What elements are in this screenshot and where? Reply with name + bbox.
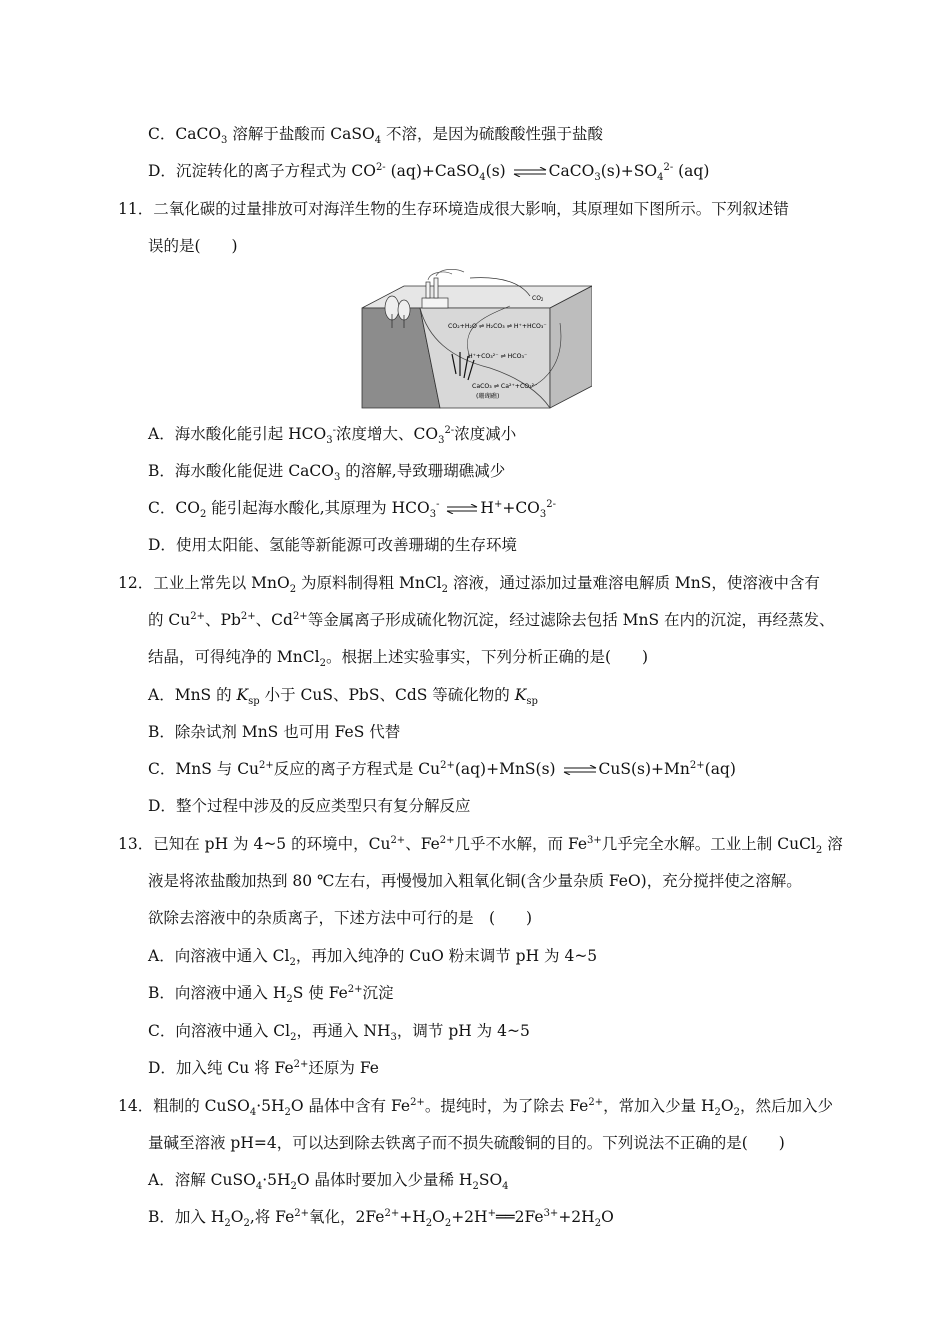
- q12-option-d: D．整个过程中涉及的反应类型只有复分解反应: [148, 797, 471, 815]
- q14-option-b: B．加入 $H_2O_2$,将 $Fe^{2+}$氧化，$2Fe^{2+}+H_2O_2+2H^+══2Fe^{3+}+2H_2O$: [148, 1207, 614, 1230]
- q14-option-a: A．溶解 $CuSO_4\cdot 5H_2O$ 晶体时要加入少量稀 $H_2SO_4$: [148, 1171, 509, 1193]
- q13-option-b: B．向溶液中通入 $H_2S$ 使 $Fe^{2+}$沉淀: [148, 983, 394, 1006]
- equilibrium-arrow-icon: [563, 765, 597, 775]
- co2-label: CO2: [532, 295, 544, 302]
- q13-stem-line2: 液是将浓盐酸加热到 80 ℃左右，再慢慢加入粗氧化铜(含少量杂质 FeO)，充分搅拌使之溶解。: [148, 872, 802, 890]
- q14-stem-line2: 量碱至溶液 pH=4，可以达到除去铁离子而不损失硫酸铜的目的。下列说法不正确的是( ): [148, 1134, 785, 1152]
- q12-option-c: C．MnS 与 $Cu^{2+}$反应的离子方程式是 $Cu^{2+}(aq)+MnS(s)$ $CuS(s)+Mn^{2+}(aq)$: [148, 759, 736, 778]
- figure-eq1: CO₂+H₂O ⇌ H₂CO₃ ⇌ H⁺+HCO₃⁻: [448, 323, 547, 330]
- q13-option-c: C．向溶液中通入 $Cl_2$，再通入 $NH_3$，调节 pH 为 4~5: [148, 1022, 530, 1044]
- q13-stem-line3: 欲除去溶液中的杂质离子，下述方法中可行的是 ( ): [148, 909, 533, 927]
- equilibrium-arrow-icon: [446, 504, 478, 514]
- q14-stem: 14．粗制的 $CuSO_4\cdot 5H_2O$ 晶体中含有 $Fe^{2+}$。提纯时，为了除去 $Fe^{2+}$，常加入少量 $H_2O_2$，然后加入少: [118, 1096, 834, 1119]
- q11-stem-cont: 误的是( ): [148, 237, 238, 255]
- q11-option-b: B．海水酸化能促进 CaCO$_3$ 的溶解,导致珊瑚礁减少: [148, 462, 506, 484]
- ocean-acidification-diagram: [360, 268, 592, 414]
- q11-option-d: D．使用太阳能、氢能等新能源可改善珊瑚的生存环境: [148, 536, 517, 554]
- q12-stem: 12．工业上常先以 MnO$_2$ 为原料制得粗 MnCl$_2$ 溶液，通过添加过量难溶电解质 MnS，使溶液中含有: [118, 574, 820, 596]
- q12-option-a: A．MnS 的 $K_{sp}$ 小于 CuS、PbS、CdS 等硫化物的 $K_{sp}$: [148, 686, 538, 708]
- figure-eq3: CaCO₃ ⇌ Ca²⁺+CO₃²⁻: [472, 383, 538, 390]
- q12-stem-line3: 结晶，可得纯净的 MnCl$_2$。根据上述实验事实，下列分析正确的是( ): [148, 648, 649, 670]
- q13-option-a: A．向溶液中通入 $Cl_2$，再加入纯净的 CuO 粉末调节 pH 为 4~5: [148, 947, 598, 969]
- equilibrium-arrow-icon: [513, 167, 547, 177]
- q10-option-d: D．沉淀转化的离子方程式为 $CO^{2-}$ (aq)+CaSO$_4$(s) $CaCO_3(s)+SO_4^{2-}$ (aq): [148, 161, 710, 184]
- q12-option-b: B．除杂试剂 MnS 也可用 FeS 代替: [148, 723, 401, 741]
- q11-option-c: C．$CO_2$ 能引起海水酸化,其原理为 $HCO_3^-$ $H^++CO_3^{2-}$: [148, 498, 557, 521]
- q10-option-c: C．CaCO$_3$ 溶解于盐酸而 CaSO$_4$ 不溶，是因为硫酸酸性强于盐酸: [148, 125, 604, 147]
- q13-stem: 13．已知在 pH 为 4~5 的环境中，$Cu^{2+}$、$Fe^{2+}$几乎不水解，而 $Fe^{3+}$几乎完全水解。工业上制 CuCl$_2$ 溶: [118, 834, 843, 857]
- q13-option-d: D．加入纯 Cu 将 $Fe^{2+}$还原为 Fe: [148, 1058, 379, 1077]
- figure-eq2: H⁺+CO₃²⁻ ⇌ HCO₃⁻: [468, 353, 528, 360]
- q11-stem: 11．二氧化碳的过量排放可对海洋生物的生存环境造成很大影响，其原理如下图所示。下列叙述错: [118, 200, 789, 218]
- figure-coral: (珊瑚礁): [476, 393, 500, 400]
- q12-stem-line2: 的 $Cu^{2+}$、$Pb^{2+}$、$Cd^{2+}$等金属离子形成硫化物沉淀，经过滤除去包括 MnS 在内的沉淀，再经蒸发、: [148, 610, 835, 629]
- q11-option-a: A．海水酸化能引起 $HCO_3^-$浓度增大、$CO_3^{2-}$浓度减小: [148, 424, 517, 447]
